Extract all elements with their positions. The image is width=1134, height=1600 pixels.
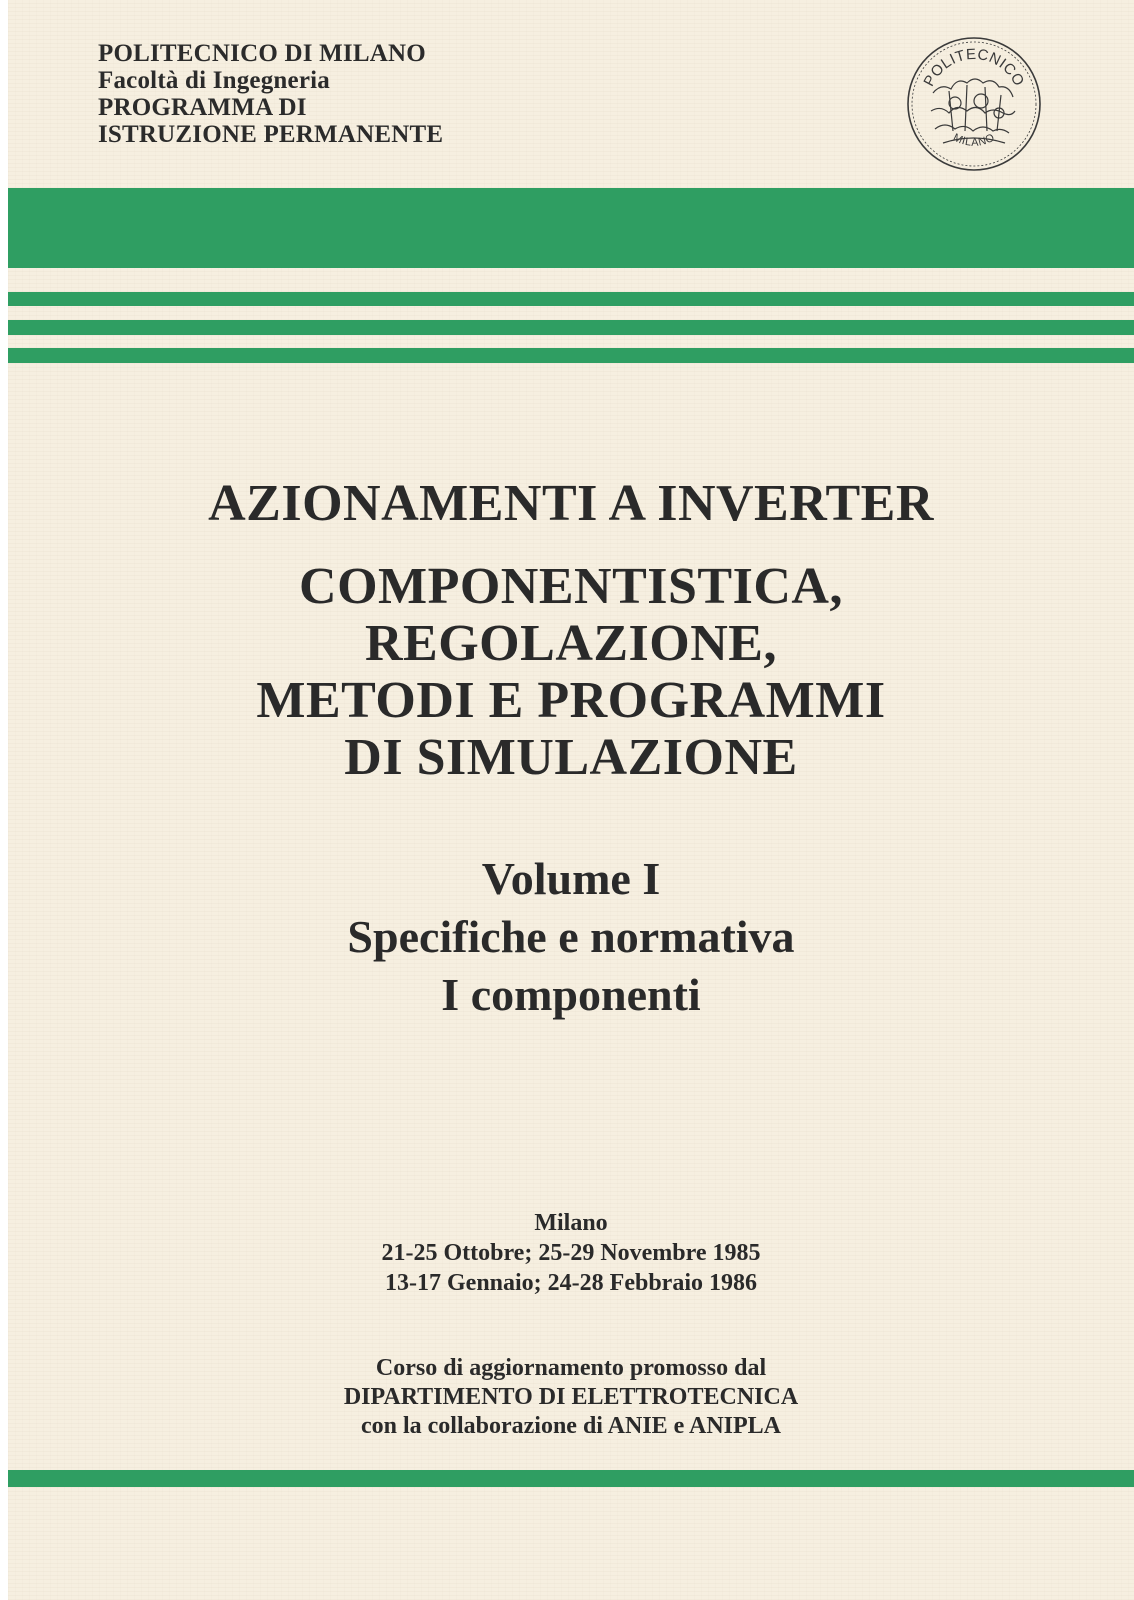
subtitle [8,558,1134,786]
subtitle-line-1: COMPONENTISTICA, [299,558,843,615]
green-band-bottom [8,1470,1134,1487]
header-line-program: PROGRAMMA DI [98,94,307,121]
green-band-thin-3 [8,348,1134,363]
green-band-thin-2 [8,320,1134,335]
politecnico-seal-icon [903,33,1045,175]
subtitle-line-2: REGOLAZIONE, [365,615,777,672]
course-collaboration: con la collaborazione di ANIE e ANIPLA [360,1413,781,1439]
main-title [8,476,1134,532]
header-line-institution: POLITECNICO DI MILANO [98,40,426,67]
volume-number: Volume I [481,853,661,904]
event-city: Milano [534,1210,608,1236]
seal-bottom-text: MILANO [951,131,997,149]
institution-header [98,40,443,148]
subtitle-line-3: METODI E PROGRAMMI [256,672,886,729]
event-dates-1986: 13-17 Gennaio; 24-28 Febbraio 1986 [385,1270,757,1296]
svg-text:POLITECNICO [920,46,1027,89]
course-info [8,1354,1134,1441]
green-band-wide [8,188,1134,268]
green-band-thin-1 [8,292,1134,306]
book-cover [8,0,1134,1600]
event-dates-1985: 21-25 Ottobre; 25-29 Novembre 1985 [381,1240,761,1266]
seal-top-text: POLITECNICO [920,45,1028,90]
header-line-program-name: ISTRUZIONE PERMANENTE [98,121,444,148]
main-title-text: AZIONAMENTI A INVERTER [208,475,934,532]
event-details [8,1208,1134,1298]
header-line-faculty: Facoltà di Ingegneria [98,67,330,94]
volume-info [8,850,1134,1024]
svg-text:MILANO [951,132,997,149]
course-department: DIPARTIMENTO DI ELETTROTECNICA [343,1384,799,1410]
subtitle-line-4: DI SIMULAZIONE [344,729,798,786]
course-line-1: Corso di aggiornamento promosso dal [375,1355,767,1381]
volume-topic-2: I componenti [441,969,701,1020]
volume-topic-1: Specifiche e normativa [347,911,795,962]
